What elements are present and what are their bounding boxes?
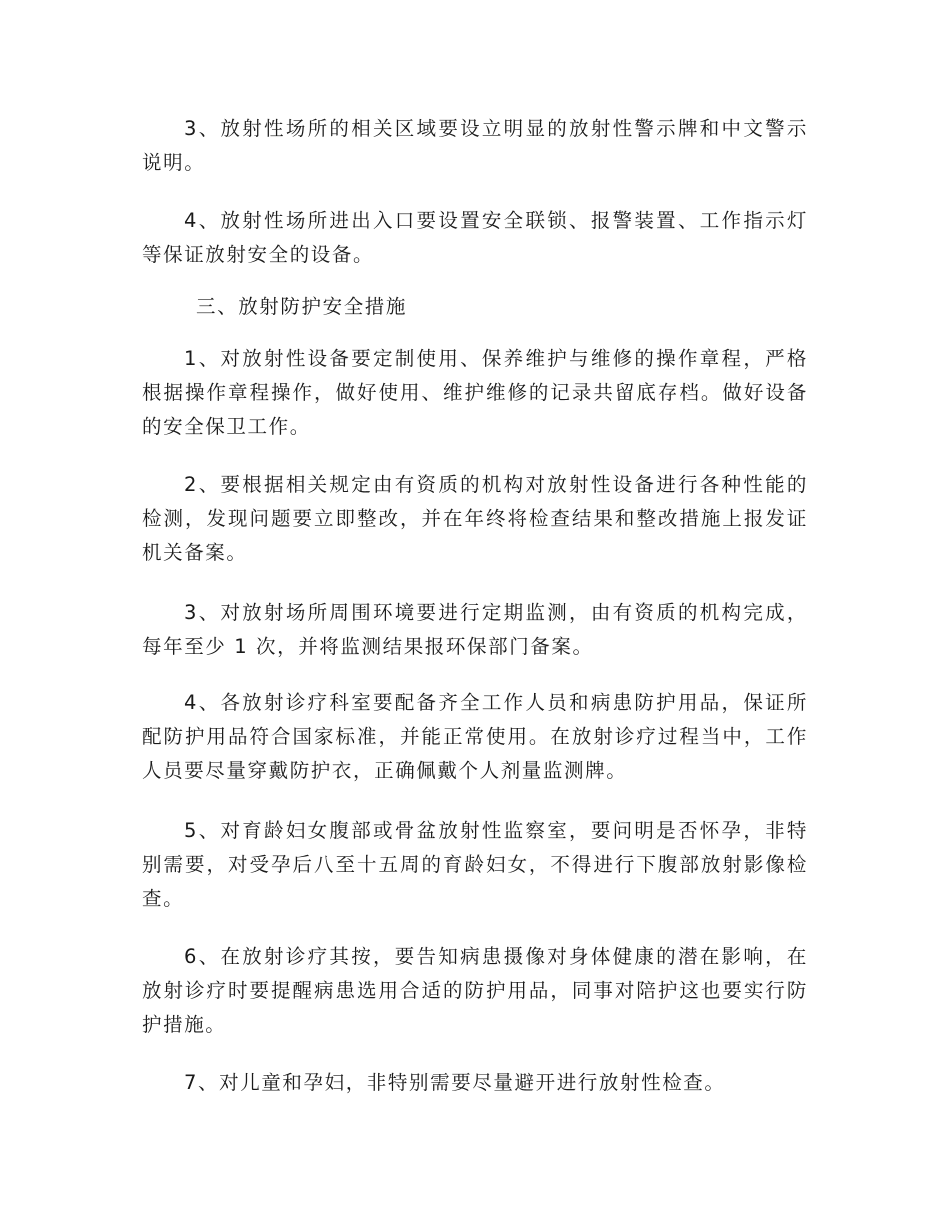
paragraph-women-of-childbearing-age: 5、对育龄妇女腹部或骨盆放射性监察室，要问明是否怀孕，非特别需要，对受孕后八至十五周的育龄妇女，不得进行下腹部放射影像检查。 [142,819,808,910]
paragraph-inform-patients: 6、在放射诊疗其按，要告知病患摄像对身体健康的潜在影响，在放射诊疗时要提醒病患选用合适的防护用品，同事对陪护这也要实行防护措施。 [142,945,808,1036]
section-heading: 三、放射防护安全措施 [196,295,408,318]
paragraph-environment-monitoring: 3、对放射场所周围环境要进行定期监测，由有资质的机构完成，每年至少 1 次，并将监测结果报环保部门备案。 [142,601,808,658]
paragraph-performance-testing: 2、要根据相关规定由有资质的机构对放射性设备进行各种性能的检测，发现问题要立即整改，并在年终将检查结果和整改措施上报发证机关备案。 [142,473,808,564]
paragraph-warning-signs: 3、放射性场所的相关区域要设立明显的放射性警示牌和中文警示说明。 [142,117,808,174]
paragraph-children-pregnant: 7、对儿童和孕妇，非特别需要尽量避开进行放射性检查。 [184,1071,726,1094]
paragraph-protective-equipment: 4、各放射诊疗科室要配备齐全工作人员和病患防护用品，保证所配防护用品符合国家标准，并能正常使用。在放射诊疗过程当中，工作人员要尽量穿戴防护衣，正确佩戴个人剂量监测牌。 [142,691,808,782]
paragraph-equipment-procedures: 1、对放射性设备要定制使用、保养维护与维修的操作章程，严格根据操作章程操作，做好使用、维护维修的记录共留底存档。做好设备的安全保卫工作。 [142,347,808,438]
paragraph-entrance-interlock: 4、放射性场所进出入口要设置安全联锁、报警装置、工作指示灯等保证放射安全的设备。 [142,209,808,266]
